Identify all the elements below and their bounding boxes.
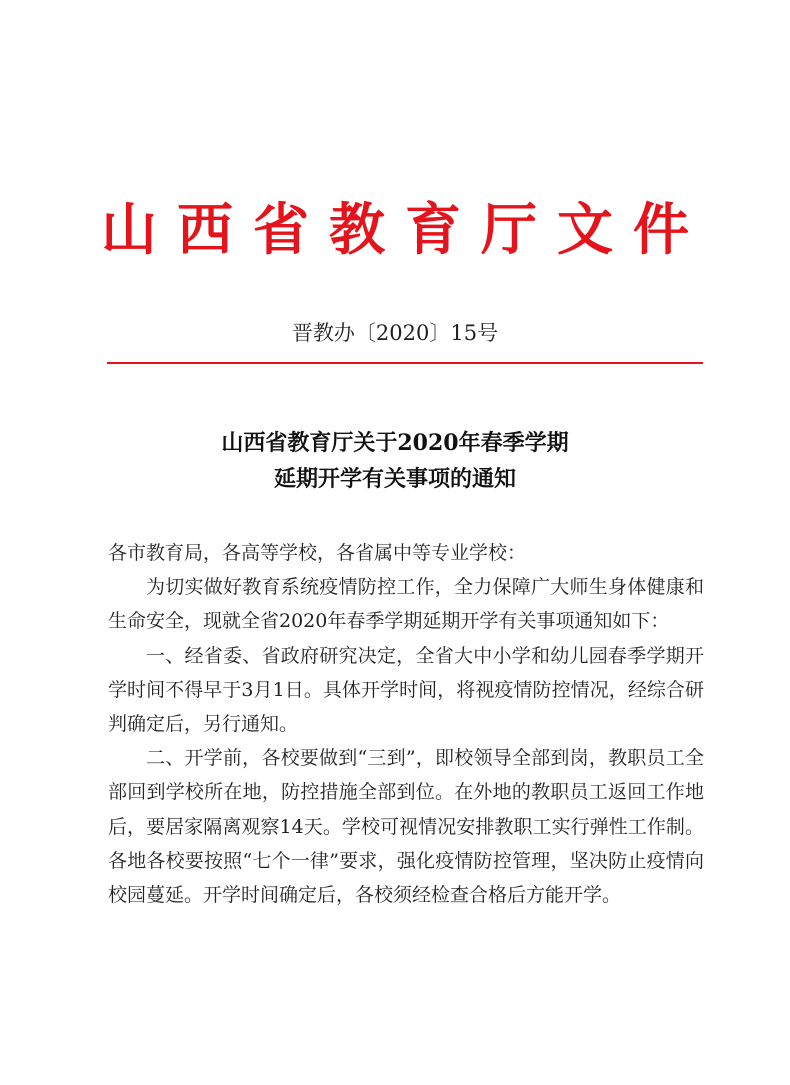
- document-number: 晋教办〔2020〕15号: [291, 321, 499, 345]
- paragraph-item-1: 一、经省委、省政府研究决定，全省大中小学和幼儿园春季学期开学时间不得早于3月1日。具体开学时间，将视疫情防控情况，经综合研判确定后，另行通知。: [108, 644, 704, 736]
- red-divider-line: [107, 362, 703, 364]
- paragraph-item-2: 二、开学前，各校要做到“三到”，即校领导全部到岗，教职员工全部回到学校所在地，防控措施全部到位。在外地的教职员工返回工作地后，要居家隔离观察14天。学校可视情况安排教职工实行弹性工作制。各地各校要按照“七个一律”要求，强化疫情防控管理，坚决防止疫情向校园蔓延。开学时间确定后，各校须经检查合格后方能开学。: [108, 747, 704, 907]
- salutation: 各市教育局，各高等学校，各省属中等专业学校：: [108, 542, 527, 564]
- notice-body: [108, 536, 704, 912]
- notice-title: [0, 425, 790, 497]
- notice-title-line-1: 山西省教育厅关于2020年春季学期: [221, 430, 569, 456]
- paragraph-intro: 为切实做好教育系统疫情防控工作，全力保障广大师生身体健康和生命安全，现就全省2020年春季学期延期开学有关事项通知如下：: [108, 576, 704, 633]
- masthead-title: 山西省教育厅文件: [101, 197, 709, 263]
- notice-title-line-2: 延期开学有关事项的通知: [273, 466, 516, 492]
